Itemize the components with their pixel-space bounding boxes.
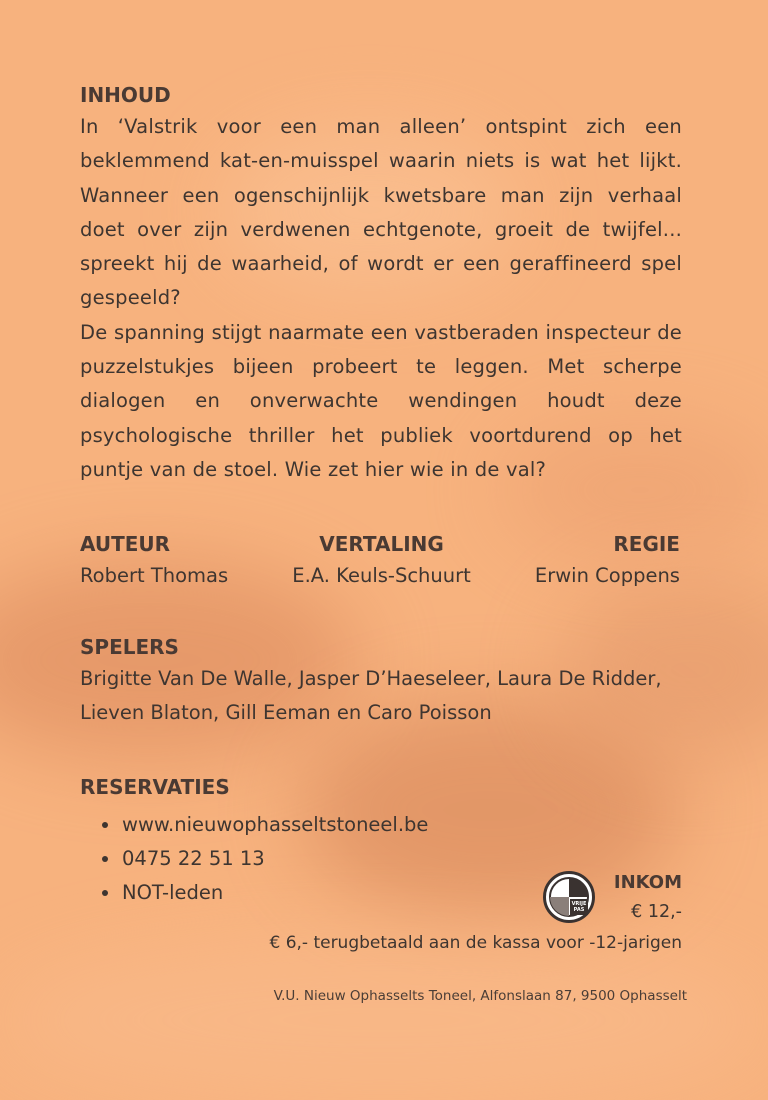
refund-note: € 6,- terugbetaald aan de kassa voor -12-jarigen	[269, 933, 682, 953]
auteur-label: AUTEUR	[80, 532, 171, 556]
auteur-name: Robert Thomas	[80, 564, 229, 587]
vertaling-name: E.A. Keuls-Schuurt	[292, 564, 471, 587]
website-link[interactable]: www.nieuwophasseltstoneel.be	[122, 813, 429, 836]
inhoud-body	[80, 110, 682, 487]
reservaties-section	[80, 772, 690, 910]
spelers-line-2: Lieven Blaton, Gill Eeman en Caro Poisson	[80, 701, 492, 724]
background-blur	[0, 940, 768, 1100]
regie-name: Erwin Coppens	[534, 564, 680, 587]
spelers-section	[80, 632, 690, 730]
svg-text:VRIJE: VRIJE	[571, 901, 587, 907]
credits-row	[80, 529, 680, 593]
bullet-icon	[102, 856, 108, 862]
footer-vu: V.U. Nieuw Ophasselts Toneel, Alfonslaan 87, 9500 Ophasselt	[273, 988, 687, 1004]
list-item	[80, 876, 690, 910]
credit-vertaling	[292, 529, 471, 593]
inhoud-heading: INHOUD	[80, 83, 171, 107]
inhoud-paragraph-1: In ‘Valstrik voor een man alleen’ ontspint zich een beklemmend kat-en-muisspel waarin niets is wat het lijkt. Wanneer een ogenschijnlijk kwetsbare man zijn verhaal doet over zijn verdwenen echtgenote, groeit de twijfel... spreekt hij de waarheid, of wordt er een geraffineerd spel gespeeld?	[80, 115, 682, 310]
credit-regie	[535, 529, 680, 593]
inhoud-paragraph-2: De spanning stijgt naarmate een vastberaden inspecteur de puzzelstukjes bijeen probeert te leggen. Met scherpe dialogen en onverwachte wendingen houdt deze psychologische thriller het publiek voortdurend op het puntje van de stoel. Wie zet hier wie in de val?	[80, 320, 682, 481]
bullet-icon	[102, 822, 108, 828]
vertaling-label: VERTALING	[319, 532, 444, 556]
spelers-line-1: Brigitte Van De Walle, Jasper D’Haeseleer, Laura De Ridder,	[80, 667, 662, 690]
not-leden-item: NOT-leden	[122, 881, 224, 904]
reservaties-heading: RESERVATIES	[80, 775, 230, 799]
regie-label: REGIE	[613, 532, 680, 556]
list-item	[80, 842, 690, 876]
list-item	[80, 808, 690, 842]
reservaties-list	[80, 808, 690, 910]
credit-auteur	[80, 529, 228, 593]
svg-text:PAS: PAS	[573, 907, 585, 913]
spelers-heading: SPELERS	[80, 635, 179, 659]
inkom-section	[614, 869, 682, 927]
vrije-uitpas-logo	[543, 871, 595, 923]
inkom-heading: INKOM	[613, 872, 682, 893]
inhoud-section	[80, 80, 682, 487]
inkom-price: € 12,-	[631, 902, 682, 922]
phone-number[interactable]: 0475 22 51 13	[122, 847, 265, 870]
bullet-icon	[102, 890, 108, 896]
